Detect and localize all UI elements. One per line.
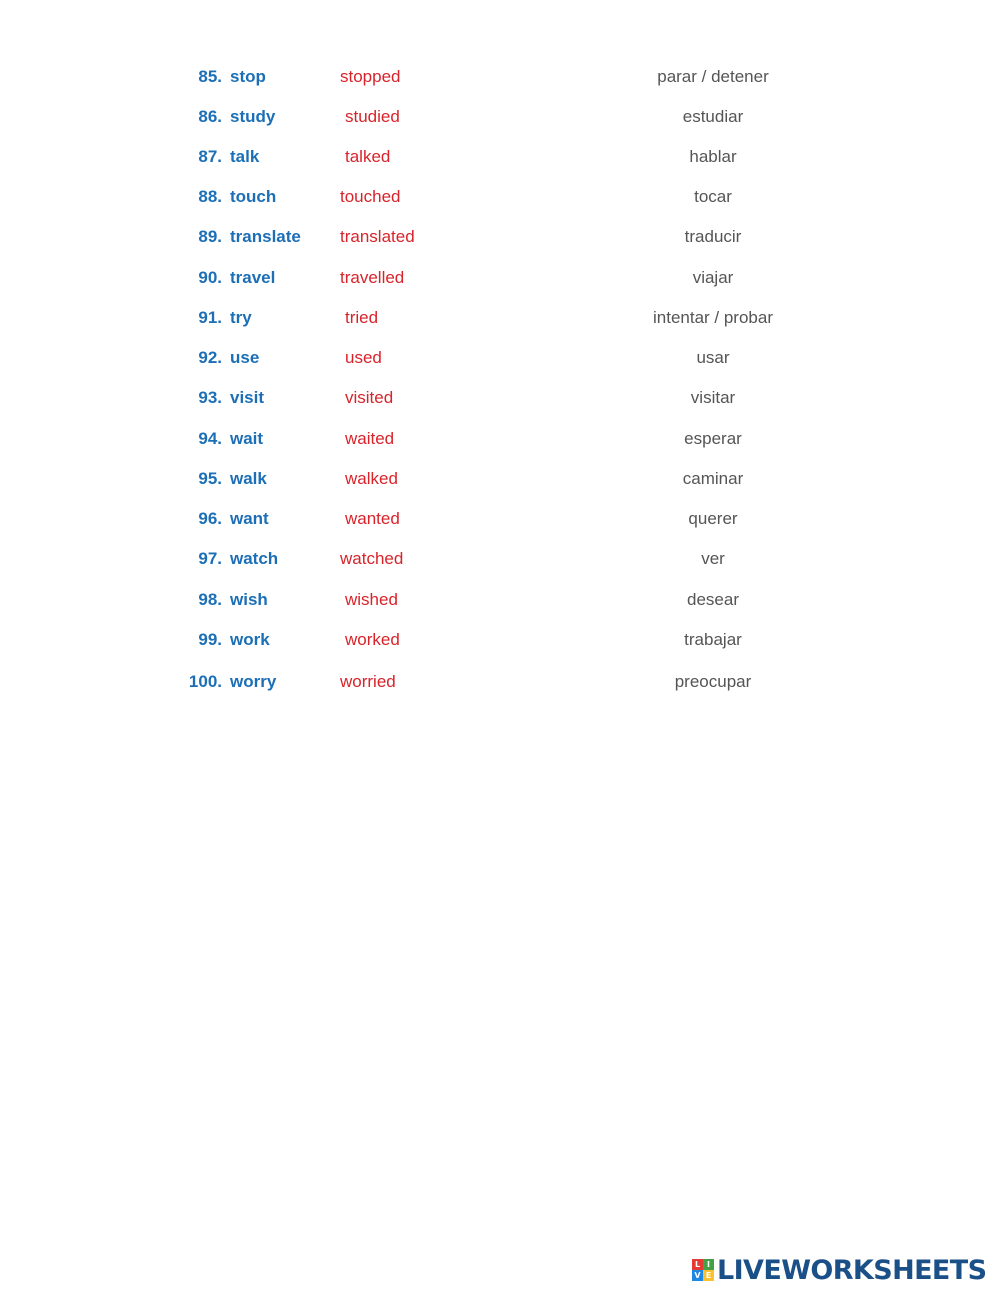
verb-number: 96. [198, 509, 222, 528]
verb-number: 98. [198, 590, 222, 609]
verb-row [0, 469, 1000, 499]
verb-row [0, 509, 1000, 539]
base-verb: translate [230, 227, 301, 246]
base-verb: talk [230, 147, 260, 166]
verb-number: 97. [198, 549, 222, 568]
verb-row [0, 187, 1000, 217]
verb-row [0, 672, 1000, 702]
past-form: worried [340, 672, 396, 691]
logo-text: LIVEWORKSHEETS [717, 1254, 987, 1286]
verb-row [0, 388, 1000, 418]
spanish-meaning: trabajar [684, 630, 742, 649]
past-form: talked [345, 147, 391, 166]
past-form: used [345, 348, 382, 367]
past-form: travelled [340, 268, 405, 287]
spanish-meaning: usar [696, 348, 730, 367]
spanish-meaning: querer [688, 509, 738, 528]
spanish-meaning: hablar [689, 147, 737, 166]
past-form: stopped [340, 67, 401, 86]
base-verb: work [230, 630, 270, 649]
base-verb: visit [230, 388, 265, 407]
verb-number: 87. [198, 147, 222, 166]
verb-row [0, 227, 1000, 257]
logo-blocks-icon [692, 1259, 714, 1281]
past-form: touched [340, 187, 401, 206]
verb-row [0, 67, 1000, 97]
logo-block: I [703, 1259, 714, 1270]
spanish-meaning: desear [687, 590, 739, 609]
logo-block: E [703, 1270, 714, 1281]
past-form: translated [340, 227, 415, 246]
verb-row [0, 348, 1000, 378]
verb-row [0, 308, 1000, 338]
spanish-meaning: parar / detener [657, 67, 769, 86]
base-verb: wish [230, 590, 268, 609]
verb-number: 90. [198, 268, 222, 287]
spanish-meaning: preocupar [674, 672, 752, 691]
past-form: studied [345, 107, 400, 126]
spanish-meaning: estudiar [682, 107, 744, 126]
verb-row [0, 590, 1000, 620]
past-form: worked [345, 630, 400, 649]
base-verb: study [230, 107, 276, 126]
verb-number: 94. [198, 429, 222, 448]
verb-row [0, 549, 1000, 579]
base-verb: touch [230, 187, 277, 206]
liveworksheets-logo[interactable] [692, 1254, 986, 1286]
verb-number: 88. [198, 187, 222, 206]
verb-row [0, 268, 1000, 298]
verb-row [0, 429, 1000, 459]
past-form: tried [345, 308, 379, 327]
base-verb: travel [230, 268, 276, 287]
spanish-meaning: ver [701, 549, 725, 568]
verb-number: 89. [198, 227, 222, 246]
base-verb: worry [230, 672, 277, 691]
base-verb: watch [230, 549, 279, 568]
verb-number: 92. [198, 348, 222, 367]
verb-number: 85. [198, 67, 222, 86]
past-form: waited [345, 429, 395, 448]
spanish-meaning: caminar [682, 469, 744, 488]
base-verb: wait [230, 429, 264, 448]
spanish-meaning: visitar [690, 388, 736, 407]
verb-number: 100. [188, 672, 222, 691]
base-verb: use [230, 348, 260, 367]
logo-block: L [692, 1259, 703, 1270]
past-form: wanted [345, 509, 400, 528]
past-form: wished [345, 590, 398, 609]
verb-row [0, 107, 1000, 137]
spanish-meaning: intentar / probar [652, 308, 773, 327]
spanish-meaning: esperar [684, 429, 742, 448]
verb-number: 86. [198, 107, 222, 126]
verb-number: 91. [198, 308, 222, 327]
past-form: watched [340, 549, 404, 568]
base-verb: walk [230, 469, 267, 488]
base-verb: want [230, 509, 269, 528]
base-verb: try [230, 308, 252, 327]
spanish-meaning: tocar [694, 187, 732, 206]
verb-number: 93. [198, 388, 222, 407]
verb-row [0, 630, 1000, 660]
verb-number: 95. [198, 469, 222, 488]
spanish-meaning: traducir [684, 227, 742, 246]
verb-number: 99. [198, 630, 222, 649]
verb-row [0, 147, 1000, 177]
past-form: walked [345, 469, 398, 488]
spanish-meaning: viajar [692, 268, 734, 287]
logo-block: V [692, 1270, 703, 1281]
base-verb: stop [230, 67, 266, 86]
past-form: visited [345, 388, 394, 407]
